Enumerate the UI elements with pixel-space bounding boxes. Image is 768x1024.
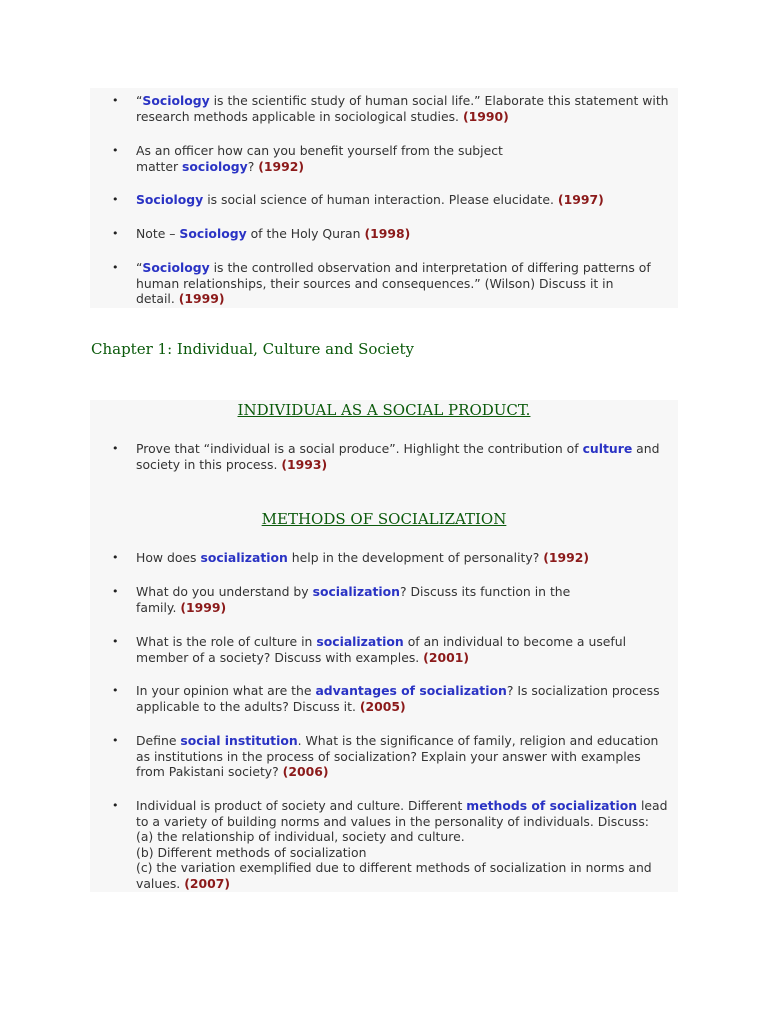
bullet: •	[112, 144, 119, 157]
bullet: •	[112, 684, 119, 697]
year-label: (2006)	[282, 764, 329, 779]
section-heading: INDIVIDUAL AS A SOCIAL PRODUCT.	[237, 401, 531, 419]
year-label: (1993)	[281, 456, 328, 472]
list-item: Prove that “individual is a social produce”. Highlight the contribution of culture and society in this process. (1993)	[136, 441, 660, 472]
year-label: (1990)	[462, 108, 509, 124]
year-label: (2007)	[184, 875, 230, 891]
list-item: In your opinion what are the advantages of socialization? Is socialization process applicable to the adults? Discuss it. (2005)	[136, 683, 660, 714]
keyword-link[interactable]: socialization	[316, 634, 404, 649]
keyword-link[interactable]: Sociology	[179, 226, 247, 241]
list-item: What is the role of culture in socialization of an individual to become a useful member of a society? Discuss with examples. (2001)	[136, 634, 627, 665]
keyword-link[interactable]: Sociology	[142, 260, 210, 275]
keyword-link[interactable]: culture	[582, 441, 633, 456]
keyword-link[interactable]: advantages of socialization	[315, 683, 507, 698]
year-label: (2001)	[423, 649, 469, 665]
list-item: As an officer how can you benefit yourself from the subject matter sociology? (1992)	[136, 143, 503, 174]
section-heading: METHODS OF SOCIALIZATION	[261, 510, 507, 528]
year-label: (1999)	[180, 599, 227, 615]
bullet: •	[112, 227, 119, 240]
keyword-link[interactable]: sociology	[182, 158, 248, 174]
list-item: How does socialization help in the development of personality? (1992)	[136, 550, 590, 565]
list-item: “Sociology is the controlled observation and interpretation of differing patterns of human relationships, their sources and consequences.” (Wilson) Discuss it in detail. (1999)	[136, 260, 651, 306]
list-item: Individual is product of society and culture. Different methods of socialization lead to a variety of building norms and values in the personality of individuals. Discuss: (a) the relationship of individual, society and culture. (b) Different methods of socialization (c) the variation exemplified due to different methods of socialization in norms and values. (2007)	[136, 798, 668, 891]
keyword-link[interactable]: methods of socialization	[466, 798, 638, 813]
year-label: (1997)	[557, 192, 604, 207]
year-label: (1992)	[543, 550, 590, 565]
year-label: (2005)	[359, 698, 406, 714]
list-item: Sociology is social science of human interaction. Please elucidate. (1997)	[136, 192, 604, 207]
keyword-link[interactable]: social institution	[180, 733, 298, 748]
keyword-link[interactable]: Sociology	[142, 93, 210, 108]
bullet: •	[112, 442, 119, 455]
bullet: •	[112, 799, 119, 812]
keyword-link[interactable]: socialization	[312, 584, 400, 599]
bullet: •	[112, 193, 119, 206]
list-item: What do you understand by socialization? Discuss its function in the family. (1999)	[136, 584, 571, 615]
bullet: •	[112, 585, 119, 598]
list-item: Note – Sociology of the Holy Quran (1998)	[136, 226, 411, 241]
list-item: “Sociology is the scientific study of human social life.” Elaborate this statement with research methods applicable in sociological studies. (1990)	[136, 93, 669, 124]
bullet: •	[112, 261, 119, 274]
year-label: (1992)	[258, 158, 305, 174]
bullet: •	[112, 734, 119, 747]
list-item: Define social institution. What is the significance of family, religion and education as institutions in the process of socialization? Explain your answer with examples from Pakistani society? (2006)	[136, 733, 659, 779]
bullet: •	[112, 551, 119, 564]
bullet: •	[112, 94, 119, 107]
chapter-title: Chapter 1: Individual, Culture and Society	[91, 340, 414, 358]
keyword-link[interactable]: Sociology	[136, 192, 204, 207]
year-label: (1998)	[364, 226, 411, 241]
year-label: (1999)	[178, 291, 225, 306]
bullet: •	[112, 635, 119, 648]
keyword-link[interactable]: socialization	[200, 550, 288, 565]
